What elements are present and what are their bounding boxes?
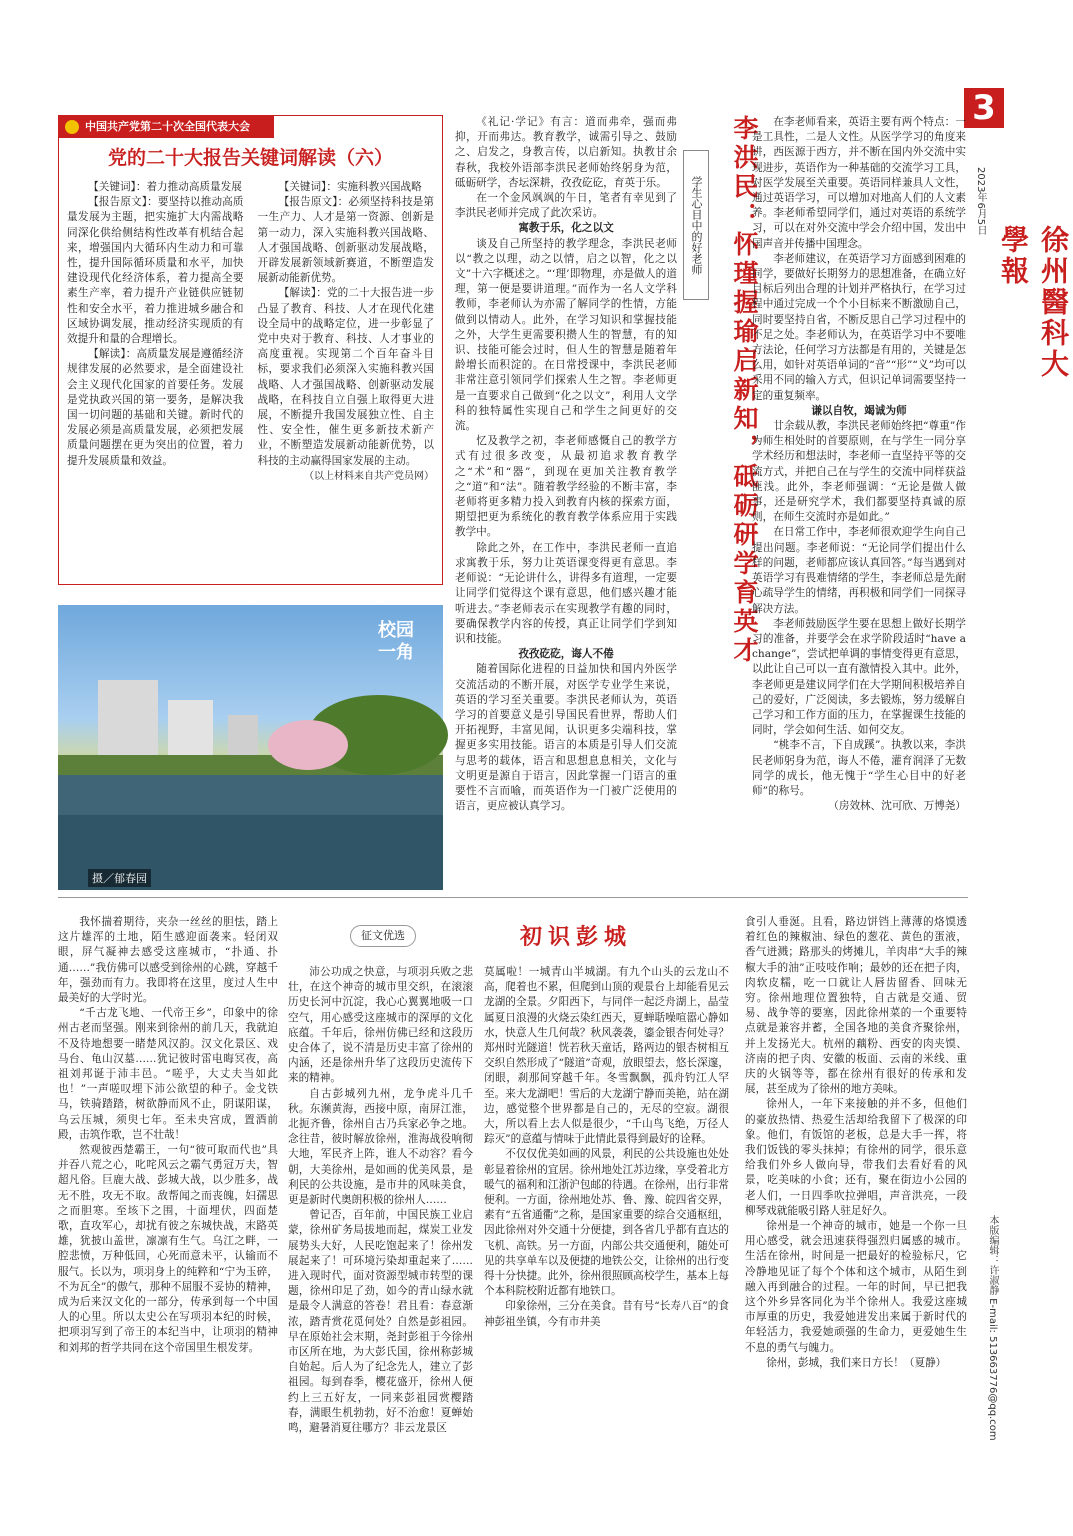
paragraph: 李老师建议，在英语学习方面感到困难的同学，要做好长期努力的思想准备，在确立好目标后列出合理的计划并严格执行，在学习过程中通过完成一个个小目标来不断激励自己，同时要坚持自省，不断反思自己学习过程中的不足之处。李老师认为，在英语学习中不要唯方法论，任何学习方法都是有用的，关键是怎么用，如针对英语单词的“音”“形”“义”均可以采用不同的输入方式，但识记单词需要坚持一定的重复频率。 [752,252,966,402]
paragraph: 在一个金风飒飒的午日，笔者有幸见到了李洪民老师并完成了此次采访。 [455,192,677,220]
paragraph: 莫属啦！一城青山半城湖。有九个山头的云龙山不高，爬着也不累，但爬到山顶的观景台上却能看见云龙湖的全景。夕阳西下，与同伴一起泛舟湖上，晶莹属夏日浪漫的火烧云染红西天，夏蝉聒噪喧嚣心静如水，快意人生几何哉？秋风袭袭，鎏金银杏何处寻？郑州时光隧道！恍若秋天童话，路两边的银杏树相互交织自然形成了“隧道”奇观，放眼望去，悠长深邃，闭眼，刹那间穿越千年。冬雪飘飘，孤舟钓江人罕至。来大龙湖吧！雪后的大龙湖宁静而美艳，站在湖边，感觉整个世界都是自己的，无尽的空寂。湖很大，所以看上去人似是很少，“千山鸟飞绝，万径人踪灭”的意蕴与情味于此情此景得到最好的诠释。 [484,966,729,1146]
source-note: （以上材料来自共产党员网） [304,470,434,482]
newspaper-title: 徐州醫科大學報 [997,225,1070,380]
paragraph: 食引人垂涎。且看，路边饼铛上薄薄的烙馍透着红色的辣椒油、绿色的葱花、黄色的蛋液，香气迸溅；路那头的烤摊儿，羊肉串“大手的辣椒大手的油”正吱吱作响；最妙的还在把子肉，肉软皮糯，吃一口就让人唇齿留香、回味无穷。徐州地理位置独特，自古就是交通、贸易、战争等的要塞，因此徐州菜的一个重要特点就是兼容并蓄，全国各地的美食齐聚徐州，并上发扬光大。杭州的藕粉、西安的肉夹馍、济南的把子肉、安徽的板面、云南的米线、重庆的火锅等等，都在徐州有很好的传承和发展，甚至成为了徐州的地方美味。 [745,916,967,1096]
paragraph: 徐州，彭城，我们来日方长！（夏静） [766,1356,947,1369]
profile-col-2 [752,115,966,814]
paragraph: “千古龙飞地、一代帝王乡”，印象中的徐州古老而坚强。刚来到徐州的前几天，我就迫不及待地想要一睹楚风汉韵。汉文化景区、戏马台、龟山汉墓……犹记彼时雷电晦冥夜，高祖刘邦诞于沛丰邑。“嗟乎，大丈夫当如此也！”一声嗟叹埋下沛公欲望的种子。金戈铁马，铁骑踏踏，树欲静而风不止，阴谋阳谋，乌云压城，须臾七年。至未央宫成，置酒前殿，击筑作歌，岂不壮哉！ [58,1007,278,1141]
party-emblem-icon [65,120,79,134]
keyword-columns [59,180,442,484]
keyword-box [58,115,443,585]
profile-tag: 学生心目中的好老师 [683,150,709,300]
profile-headline: 李洪民：怀瑾握瑜启新知，砥砺研学育英才 [730,115,759,666]
paragraph: 【关键词】：着力推动高质量发展 [88,181,242,193]
paragraph: 廿余载从教，李洪民老师始终把“尊重”作为师生相处时的首要原则，在与学生一同分享学术经历和想法时，李老师一直坚持平等的交流方式，并把自己在与学生的交流中同样获益匪浅。此外，李老师强调：“无论是做人做事，还是研究学术，我们都要坚持真诚的原则，在师生交流时亦是如此。” [752,420,966,524]
essay-title: 初识彭城 [520,924,633,950]
keyword-col-1 [67,180,244,484]
paragraph: 徐州是一个神奇的城市，她是一个你一旦用心感受，就会迅速获得强烈归属感的城市。生活在徐州，时间是一把最好的检验标尺，它冷静地见证了每个个体和这个城市，从陌生到融入再到融合的过程。一年的时间，早已把我这个外乡异客同化为半个徐州人。我爱这座城市厚重的历史，我爱她进发出来属于新时代的年轻活力，我爱她顽强的生命力，更爱她生生不息的勇气与魄力。 [745,1220,967,1354]
issue-date: 2023年6月5日 [975,167,986,236]
subheading: 寓教于乐，化之以文 [518,222,614,235]
paragraph: 【关键词】：实施科教兴国战略 [278,181,422,193]
essay-col-4 [745,915,967,1371]
paragraph: 徐州人，一年下来接触的并不多，但他们的豪放热情、热爱生活却给我留下了极深的印象。他们，有饭馆的老板，总是大手一挥，将我们饭钱的零头抹掉；有徐州的同学，很乐意给我们外乡人做向导，带我们去看好看的风景，吃美味的小食；还有，聚在街边小公园的老人们，一日四季吹拉弹唱，声音洪亮，一段柳琴戏就能吸引路人驻足好久。 [745,1098,967,1217]
keyword-title: 党的二十大报告关键词解读（六） [107,147,393,169]
paragraph: 自古彭城列九州，龙争虎斗几千秋。东濒黄海，西接中原，南屏江淮，北扼齐鲁，徐州自古乃兵家必争之地。念往昔，彼时解放徐州，淮海战役响彻大地，军民齐上阵，谁人不动容？看今朝，大美徐州，是如画的优美风景，是利民的公共设施，是市井的风味美食，更是新时代奥朗积极的徐州人…… [288,1087,473,1207]
profile-authors: （房效林、沈可欣、万博尧） [828,800,966,813]
photo-credit: 摄／郁春园 [88,869,151,887]
paragraph: 忆及教学之初，李老师感慨自己的教学方式有过很多改变，从最初追求教育教学之“术”和“器”，到现在更加关注教育教学之“道”和“法”。随着教学经验的不断丰富，李老师将更多精力投入到教育内核的探索方面，期望把更为系统化的教育教学体系应用于实践教学中。 [455,435,677,539]
paragraph: 【报告原文】：必须坚持科技是第一生产力、人才是第一资源、创新是第一动力，深入实施科教兴国战略、人才强国战略、创新驱动发展战略，开辟发展新领域新赛道，不断塑造发展新动能新优势。 [257,196,434,285]
campus-photo [58,605,443,890]
essay-col-2 [288,965,473,1436]
paragraph: 在日常工作中，李老师很欢迎学生向自己提出问题。李老师说：“无论同学们提出什么样的问题，老师都应该认真回答。”每当遇到对英语学习有畏难情绪的学生，李老师总是先耐心疏导学生的情绪，再积极和同学们一同探寻解决方法。 [752,526,966,615]
congress-banner [59,116,274,138]
paragraph: 《礼记·学记》有言：道而弗牵，强而弗抑，开而弗达。教育教学，诚需引导之、鼓励之、启发之，身教言传，以启新知。执教甘余春秋，我校外语部李洪民老师始终躬身为范，砥砺研学，杏坛深耕，孜孜矻矻，育英于乐。 [455,116,677,189]
paragraph: 除此之外，在工作中，李洪民老师一直追求寓教于乐，努力让英语课变得更有意思。李老师说：“无论讲什么，讲得多有道理，一定要让同学们觉得这个课有意思，他们感兴趣才能听进去。”李老师表示在实现教学有趣的同时，要确保教学内容的传授，真正让同学们学到知识和技能。 [455,541,677,645]
page-number: 3 [964,88,1004,128]
paragraph: 【解读】：党的二十大报告进一步凸显了教育、科技、人才在现代化建设全局中的战略定位，进一步彰显了党中央对于教育、科技、人才事业的高度重视。实现第二个百年奋斗目标，要求我们必须深入实施科教兴国战略、人才强国战略、创新驱动发展战略，在科技自立自强上取得更大进展，不断提升我国发展独立性、自主性、安全性，催生更多新技术新产业，不断塑造发展新动能新优势，以科技的主动赢得国家发展的主动。 [257,287,434,467]
paragraph: 不仅仅优美如画的风景，利民的公共设施也处处彰显着徐州的宜居。徐州地处江苏边缘，享受着北方暖气的福利和江浙沪包邮的待遇。在徐州，出行非常便利。一方面，徐州地处苏、鲁、豫、皖四省交界，素有“五省通衢”之称，是国家重要的综合交通枢纽，因此徐州对外交通十分便捷，到各省几乎都有直达的飞机、高铁。另一方面，内部公共交通便利，随处可见的共享单车以及便捷的地铁公交，让徐州的出行变得十分快捷。此外，徐州很照顾高校学生，基本上每个本科院校附近都有地铁口。 [484,1148,729,1298]
section-divider [58,897,968,898]
paragraph: 然观彼西楚霸王，一句“彼可取而代也”具并吞八荒之心，叱咤风云之霸气勇冠万夫，智超凡俗。巨鹿大战、彭城大战，以少胜多，战无不胜，攻无不取。敌帮闻之而丧魄，妇孺思之而胆寒。至垓下之围，十面埋伏，四面楚歌，直攻军心，却扰有彼之东城快战，末路英雄，犹披山盖世，凛凛有生气。乌江之畔，一腔悲愤，万种低回，心死而意未平，认输而不服气。长以为，项羽身上的纯粹和“宁为玉碎，不为瓦全”的傲气，那种不屈服不妥协的精神，成为后来汉文化的一部分，传承到每一个中国人的心里。所以太史公在写项羽本纪的时候，把项羽写到了帝王的本纪当中，让项羽的精神和刘邦的哲学共同在这个帝国里生根发芽。 [58,1144,278,1354]
paragraph: 曾记否，百年前，中国民族工业启蒙，徐州矿务局拔地而起，煤炭工业发展势头大好，人民吃饱起来了！徐州发展起来了！可环境污染却重起来了……进入现时代，面对资源型城市转型的课题，徐州印足了劲，如今的青山绿水就是最令人满意的答卷！君且看：春意渐浓，踏青赏花觅何处？自然是彭祖园。早在原始社会末期，尧封彭祖于今徐州市区所在地，为大彭氏国，徐州称彭城自始起。后人为了纪念先人，建立了彭祖园。每到春季，樱花盛开，徐州人便约上三五好友，一同来彭祖园赏樱踏春，满眼生机勃勃，好不治愈！夏蝉始鸣，避暑消夏往哪方？非云龙景区 [288,1209,473,1435]
paragraph: “桃李不言，下自成蹊”。执教以来，李洪民老师躬身为范，诲人不倦，灌育润泽了无数同学的成长，他无愧于“学生心目中的好老师”的称号。 [752,739,966,797]
paragraph: 我怀揣着期待，夹杂一丝丝的胆怯，踏上这片雄浑的土地，陌生感迎面袭来。轻闭双眼，屏气凝神去感受这座城市，“扑通、扑通……”我仿佛可以感受到徐州的心跳，穿越千年，强劲而有力。我即将在这里，度过人生中最美好的大学时光。 [58,916,278,1005]
photo-caption: 校园一角 [378,620,414,663]
paragraph: 李老师鼓励医学生要在思想上做好长期学习的准备，并要学会在求学阶段适时“have a change”，尝试把单调的事情变得更有意思，以此让自己可以一直有激情投入其中。此外，李老师更是建议同学们在大学期间积极培养自己的爱好，广泛阅读，多去锻炼，努力缓解自己学习和工作方面的压力，在掌握课生技能的同时，学会如何生活、如何交友。 [752,617,966,737]
paragraph: 印象徐州，三分在美食。昔有号“长寿八百”的食神彭祖坐镇，今有市井美 [484,1300,729,1328]
essay-col-1 [58,915,278,1356]
paragraph: 谈及自己所坚持的教学理念，李洪民老师以“教之以理，动之以情，启之以智，化之以文”十六字概述之。“‘理’即物理，亦是做人的道理，第一便是要讲道理。”而作为一名人文学科教师，李老师认为亦需了解同学的性情，方能做到以情动人。此外，在学习知识和掌握技能之外，大学生更需要积攒人生的智慧，有的知识、技能可能会过时，但人生的智慧是随着年龄增长而积淀的。在日常授课中，李洪民老师非常注意引领同学们探索人生之智。李老师更是一直要求自己做到“化之以文”，利用人文学科的独特属性实现自己和学生之间更好的交流。 [455,237,677,433]
subheading: 孜孜矻矻，诲人不倦 [518,648,614,661]
paragraph: 在李老师看来，英语主要有两个特点：一是工具性，二是人文性。从医学学习的角度来讲，西医源于西方，并不断在国内外交流中实现进步，英语作为一种基础的交流学习工具，对医学发展至关重要。英语同样兼具人文性，通过英语学习，可以增加对地高人们的人文素养。李老师希望同学们，通过对英语的系统学习，可以在对外交流中学会介绍中国，发出中国声音并传播中国理念。 [752,116,966,250]
essay-col-3 [484,965,729,1330]
subheading: 谦以自牧，竭诚为师 [811,404,907,417]
profile-col-1 [455,115,677,814]
keyword-col-2 [258,180,435,484]
masthead [975,165,1070,395]
paragraph: 随着国际化进程的日益加快和国内外医学交流活动的不断开展，对医学专业学生来说，英语的学习至关重要。李洪民老师认为，英语学习的首要意义是引导国民看世界，帮助人们开拓视野，丰富见闻，认识更多尖端科技，掌握更多实用技能。语言的本质是引导人们交流与思考的载体，语言和思想息息相关，文化与文明更是源自于语言，因此掌握一门语言的重要性不言而喻，而英语作为一门被广泛使用的语言，更应被认真学习。 [455,663,677,813]
editor-info: 本版编辑：许淑静 E-mail: 513663776@qq.com [987,1215,998,1441]
essay-category-pill: 征文优选 [350,925,416,947]
paragraph: 【报告原文】：要坚持以推动高质量发展为主题，把实施扩大内需战略同深化供给侧结构性改革有机结合起来，增强国内大循环内生动力和可靠性，提升国际循环质量和水平，加快建设现代化经济体系，着力提高全要素生产率，着力提升产业链供应链韧性和安全水平，着力推进城乡融合和区域协调发展，推动经济实现质的有效提升和量的合理增长。 [67,196,244,346]
banner-text: 中国共产党第二十次全国代表大会 [85,120,250,133]
paragraph: 沛公功成之快意，与项羽兵败之悲壮，在这个神奇的城市里交织，在滚滚历史长河中沉淀，我心心翼翼地吸一口空气，用心感受这座城市的深厚的文化底蕴。千年后，徐州仿佛已经和这段历史合体了，说不清是历史丰富了徐州的内涵，还是徐州升华了这段历史流传下来的精神。 [288,966,473,1085]
paragraph: 【解读】：高质量发展是遵循经济规律发展的必然要求，是全面建设社会主义现代化国家的首要任务。发展是党执政兴国的第一要务，是解决我国一切问题的基础和关键。新时代的发展必须是高质量发展，必须把发展质量问题摆在更为突出的位置，着力提升发展质量和效益。 [67,348,244,467]
